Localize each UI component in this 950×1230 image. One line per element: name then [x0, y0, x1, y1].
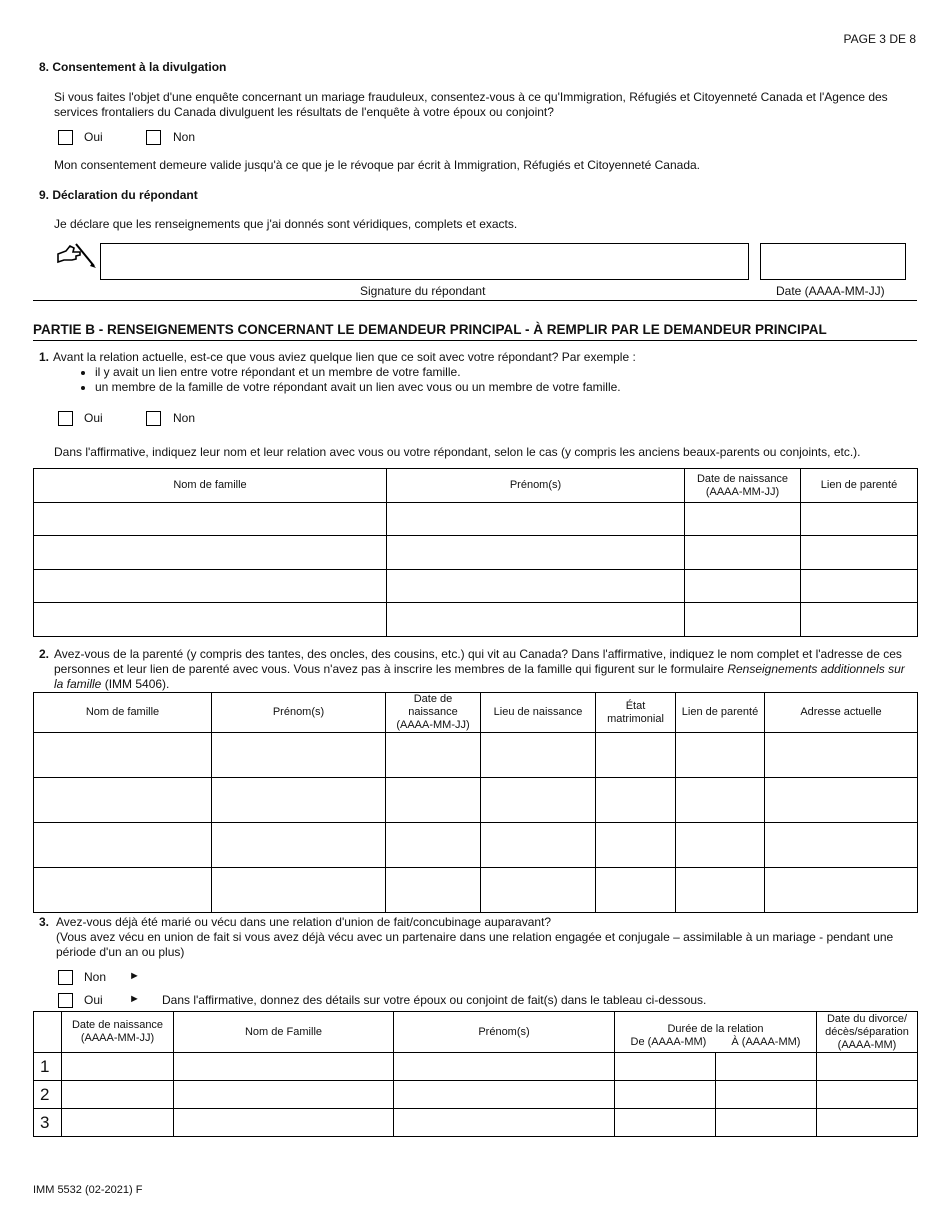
q3-header-blank: [34, 1012, 62, 1053]
table-cell[interactable]: [801, 570, 918, 603]
table-cell[interactable]: [596, 823, 676, 868]
table-cell[interactable]: [62, 1081, 174, 1109]
table-cell[interactable]: [801, 536, 918, 570]
table-cell[interactable]: [765, 868, 918, 913]
q1-bullet-2: • un membre de la famille de votre répondant avait un lien avec vous ou un membre de votre famille.: [95, 380, 621, 395]
consent-non-label: Non: [173, 130, 196, 144]
q3-oui-checkbox[interactable]: [58, 993, 73, 1008]
table-cell[interactable]: [34, 536, 387, 570]
consent-note: Mon consentement demeure valide jusqu'à ce que je le révoque par écrit à Immigration, Réfugiés et Citoyenneté Canada.: [54, 158, 700, 172]
q2-table: [33, 692, 918, 913]
page-number: PAGE 3 DE 8: [843, 32, 916, 46]
q3-oui-label: Oui: [84, 993, 103, 1007]
table-cell[interactable]: [817, 1109, 918, 1137]
table-cell[interactable]: [386, 823, 481, 868]
table-cell[interactable]: [212, 868, 386, 913]
table-cell[interactable]: [34, 570, 387, 603]
table-cell[interactable]: [716, 1109, 817, 1137]
q2-header-family: Nom de famille: [34, 693, 212, 733]
q3-header-family: Nom de Famille: [174, 1012, 394, 1053]
table-cell[interactable]: [716, 1081, 817, 1109]
q3-header-dob: Date de naissance (AAAA-MM-JJ): [62, 1012, 174, 1053]
arrow-right-icon: ►: [129, 993, 140, 1005]
table-cell[interactable]: [481, 778, 596, 823]
q3-text: Avez-vous déjà été marié ou vécu dans une relation d'union de fait/concubinage auparavant?: [56, 915, 552, 929]
table-cell[interactable]: [62, 1109, 174, 1137]
part-b-title: PARTIE B - RENSEIGNEMENTS CONCERNANT LE DEMANDEUR PRINCIPAL - À REMPLIR PAR LE DEMANDEUR PRINCIPAL: [33, 322, 827, 337]
q2-text: Avez-vous de la parenté (y compris des tantes, des oncles, des cousins, etc.) qui vit au Canada? Dans l'affirmative, indiquez le nom complet et l'adresse de ces personnes et leur lien de parenté avec vous. Vous n'avez pas à inscrire les membres de la famille qui figurent sur le formulaire Renseignements additionnels sur la famille (IMM 5406).: [54, 647, 905, 691]
q1-number: 1.: [39, 350, 50, 364]
table-cell[interactable]: [716, 1053, 817, 1081]
q1-table: [33, 468, 918, 637]
table-row: [34, 778, 918, 823]
q3-non-checkbox[interactable]: [58, 970, 73, 985]
table-cell[interactable]: [387, 503, 685, 536]
table-row: [34, 1053, 918, 1081]
row-number: 3: [34, 1109, 62, 1137]
q1-oui-checkbox[interactable]: [58, 411, 73, 426]
q3-header-end: Date du divorce/ décès/séparation (AAAA-MM): [817, 1012, 918, 1053]
form-code: IMM 5532 (02-2021) F: [33, 1184, 143, 1196]
table-cell[interactable]: [394, 1109, 615, 1137]
table-cell[interactable]: [386, 868, 481, 913]
table-row: [34, 733, 918, 778]
divider: [33, 300, 917, 301]
table-cell[interactable]: [765, 733, 918, 778]
table-cell[interactable]: [765, 823, 918, 868]
q2-header-given: Prénom(s): [212, 693, 386, 733]
consent-oui-label: Oui: [84, 130, 103, 144]
q2-header-address: Adresse actuelle: [765, 693, 918, 733]
table-cell[interactable]: [387, 603, 685, 637]
table-cell[interactable]: [212, 823, 386, 868]
date-label: Date (AAAA-MM-JJ): [776, 284, 885, 298]
table-cell[interactable]: [765, 778, 918, 823]
signature-hand-icon: [56, 240, 98, 270]
q1-header-given: Prénom(s): [387, 469, 685, 503]
table-cell[interactable]: [34, 603, 387, 637]
table-cell[interactable]: [817, 1081, 918, 1109]
consent-oui-checkbox[interactable]: [58, 130, 73, 145]
q2-header-birthplace: Lieu de naissance: [481, 693, 596, 733]
q1-text: Avant la relation actuelle, est-ce que vous aviez quelque lien que ce soit avec votre répondant? Par exemple :: [53, 350, 636, 364]
table-cell[interactable]: [174, 1053, 394, 1081]
table-cell[interactable]: [801, 603, 918, 637]
table-cell[interactable]: [34, 868, 212, 913]
table-cell[interactable]: [212, 778, 386, 823]
declaration-text: Je déclare que les renseignements que j'ai donnés sont véridiques, complets et exacts.: [54, 217, 518, 231]
arrow-right-icon: ►: [129, 970, 140, 982]
table-row: [34, 823, 918, 868]
signature-date-field[interactable]: [760, 243, 906, 280]
row-number: 1: [34, 1053, 62, 1081]
q3-note: (Vous avez vécu en union de fait si vous avez déjà vécu avec un partenaire dans une relation engagée et conjugale – assimilable à un mariage - pendant une période d'un an ou plus): [56, 930, 894, 959]
table-cell[interactable]: [387, 536, 685, 570]
table-cell[interactable]: [481, 868, 596, 913]
q1-non-checkbox[interactable]: [146, 411, 161, 426]
table-cell[interactable]: [615, 1109, 716, 1137]
section-9-title: 9. Déclaration du répondant: [39, 188, 198, 202]
table-cell[interactable]: [62, 1053, 174, 1081]
table-cell[interactable]: [212, 733, 386, 778]
table-row: [34, 603, 918, 637]
table-cell[interactable]: [676, 868, 765, 913]
table-row: [34, 868, 918, 913]
table-cell[interactable]: [676, 823, 765, 868]
q3-table: [33, 1011, 918, 1137]
table-cell[interactable]: [174, 1081, 394, 1109]
table-cell[interactable]: [685, 570, 801, 603]
table-cell[interactable]: [394, 1053, 615, 1081]
q1-non-label: Non: [173, 411, 196, 425]
table-row: [34, 1081, 918, 1109]
table-cell[interactable]: [676, 778, 765, 823]
q3-header-given: Prénom(s): [394, 1012, 615, 1053]
q1-bullets: [79, 365, 621, 395]
section-8-question: Si vous faites l'objet d'une enquête concernant un mariage frauduleux, consentez-vous à ce qu'Immigration, Réfugiés et Citoyenneté Canada et l'Agence des services frontaliers du Canada divulguent les résultats de l'enquête à votre époux ou conjoint?: [54, 90, 888, 119]
q2-header-relation: Lien de parenté: [676, 693, 765, 733]
q3-non-label: Non: [84, 970, 107, 984]
row-number: 2: [34, 1081, 62, 1109]
table-cell[interactable]: [596, 733, 676, 778]
q3-header-from: De (AAAA-MM): [630, 1036, 707, 1048]
q3-header-duration: [615, 1012, 817, 1053]
consent-non-checkbox[interactable]: [146, 130, 161, 145]
table-cell[interactable]: [685, 503, 801, 536]
signature-field[interactable]: [100, 243, 749, 280]
table-row: [34, 1109, 918, 1137]
table-cell[interactable]: [817, 1053, 918, 1081]
table-cell[interactable]: [481, 823, 596, 868]
q2-header-dob: Date de naissance (AAAA-MM-JJ): [386, 693, 481, 733]
q1-header-relation: Lien de parenté: [801, 469, 918, 503]
q2-header-marital: État matrimonial: [596, 693, 676, 733]
q1-header-dob: Date de naissance (AAAA-MM-JJ): [685, 469, 801, 503]
table-cell[interactable]: [34, 503, 387, 536]
table-cell[interactable]: [685, 536, 801, 570]
q1-oui-label: Oui: [84, 411, 103, 425]
table-cell[interactable]: [34, 778, 212, 823]
table-cell[interactable]: [387, 570, 685, 603]
q3-header-duration-sub: [618, 1036, 813, 1049]
table-cell[interactable]: [596, 868, 676, 913]
table-cell[interactable]: [801, 503, 918, 536]
table-cell[interactable]: [394, 1081, 615, 1109]
q1-header-family: Nom de famille: [34, 469, 387, 503]
table-row: [34, 536, 918, 570]
part-b-underline: [33, 340, 917, 341]
table-cell[interactable]: [615, 1081, 716, 1109]
table-cell[interactable]: [685, 603, 801, 637]
table-cell[interactable]: [596, 778, 676, 823]
table-cell[interactable]: [676, 733, 765, 778]
table-cell[interactable]: [386, 778, 481, 823]
q3-oui-instruction: Dans l'affirmative, donnez des détails sur votre époux ou conjoint de fait(s) dans le tableau ci-dessous.: [162, 993, 707, 1007]
q1-bullet-1: • il y avait un lien entre votre répondant et un membre de votre famille.: [95, 365, 621, 380]
signature-label: Signature du répondant: [360, 284, 486, 298]
table-cell[interactable]: [481, 733, 596, 778]
q3-header-duration-title: Durée de la relation: [667, 1023, 764, 1035]
table-cell[interactable]: [34, 823, 212, 868]
q3-header-to: À (AAAA-MM): [731, 1036, 801, 1048]
table-cell[interactable]: [615, 1053, 716, 1081]
section-8-title: 8. Consentement à la divulgation: [39, 60, 227, 74]
q3-number: 3.: [39, 915, 50, 929]
table-cell[interactable]: [34, 733, 212, 778]
table-cell[interactable]: [386, 733, 481, 778]
table-cell[interactable]: [174, 1109, 394, 1137]
table-row: [34, 570, 918, 603]
table-row: [34, 503, 918, 536]
q2-number: 2.: [39, 647, 50, 661]
q1-instruction: Dans l'affirmative, indiquez leur nom et leur relation avec vous ou votre répondant, selon le cas (y compris les anciens beaux-parents ou conjoints, etc.).: [54, 445, 861, 459]
